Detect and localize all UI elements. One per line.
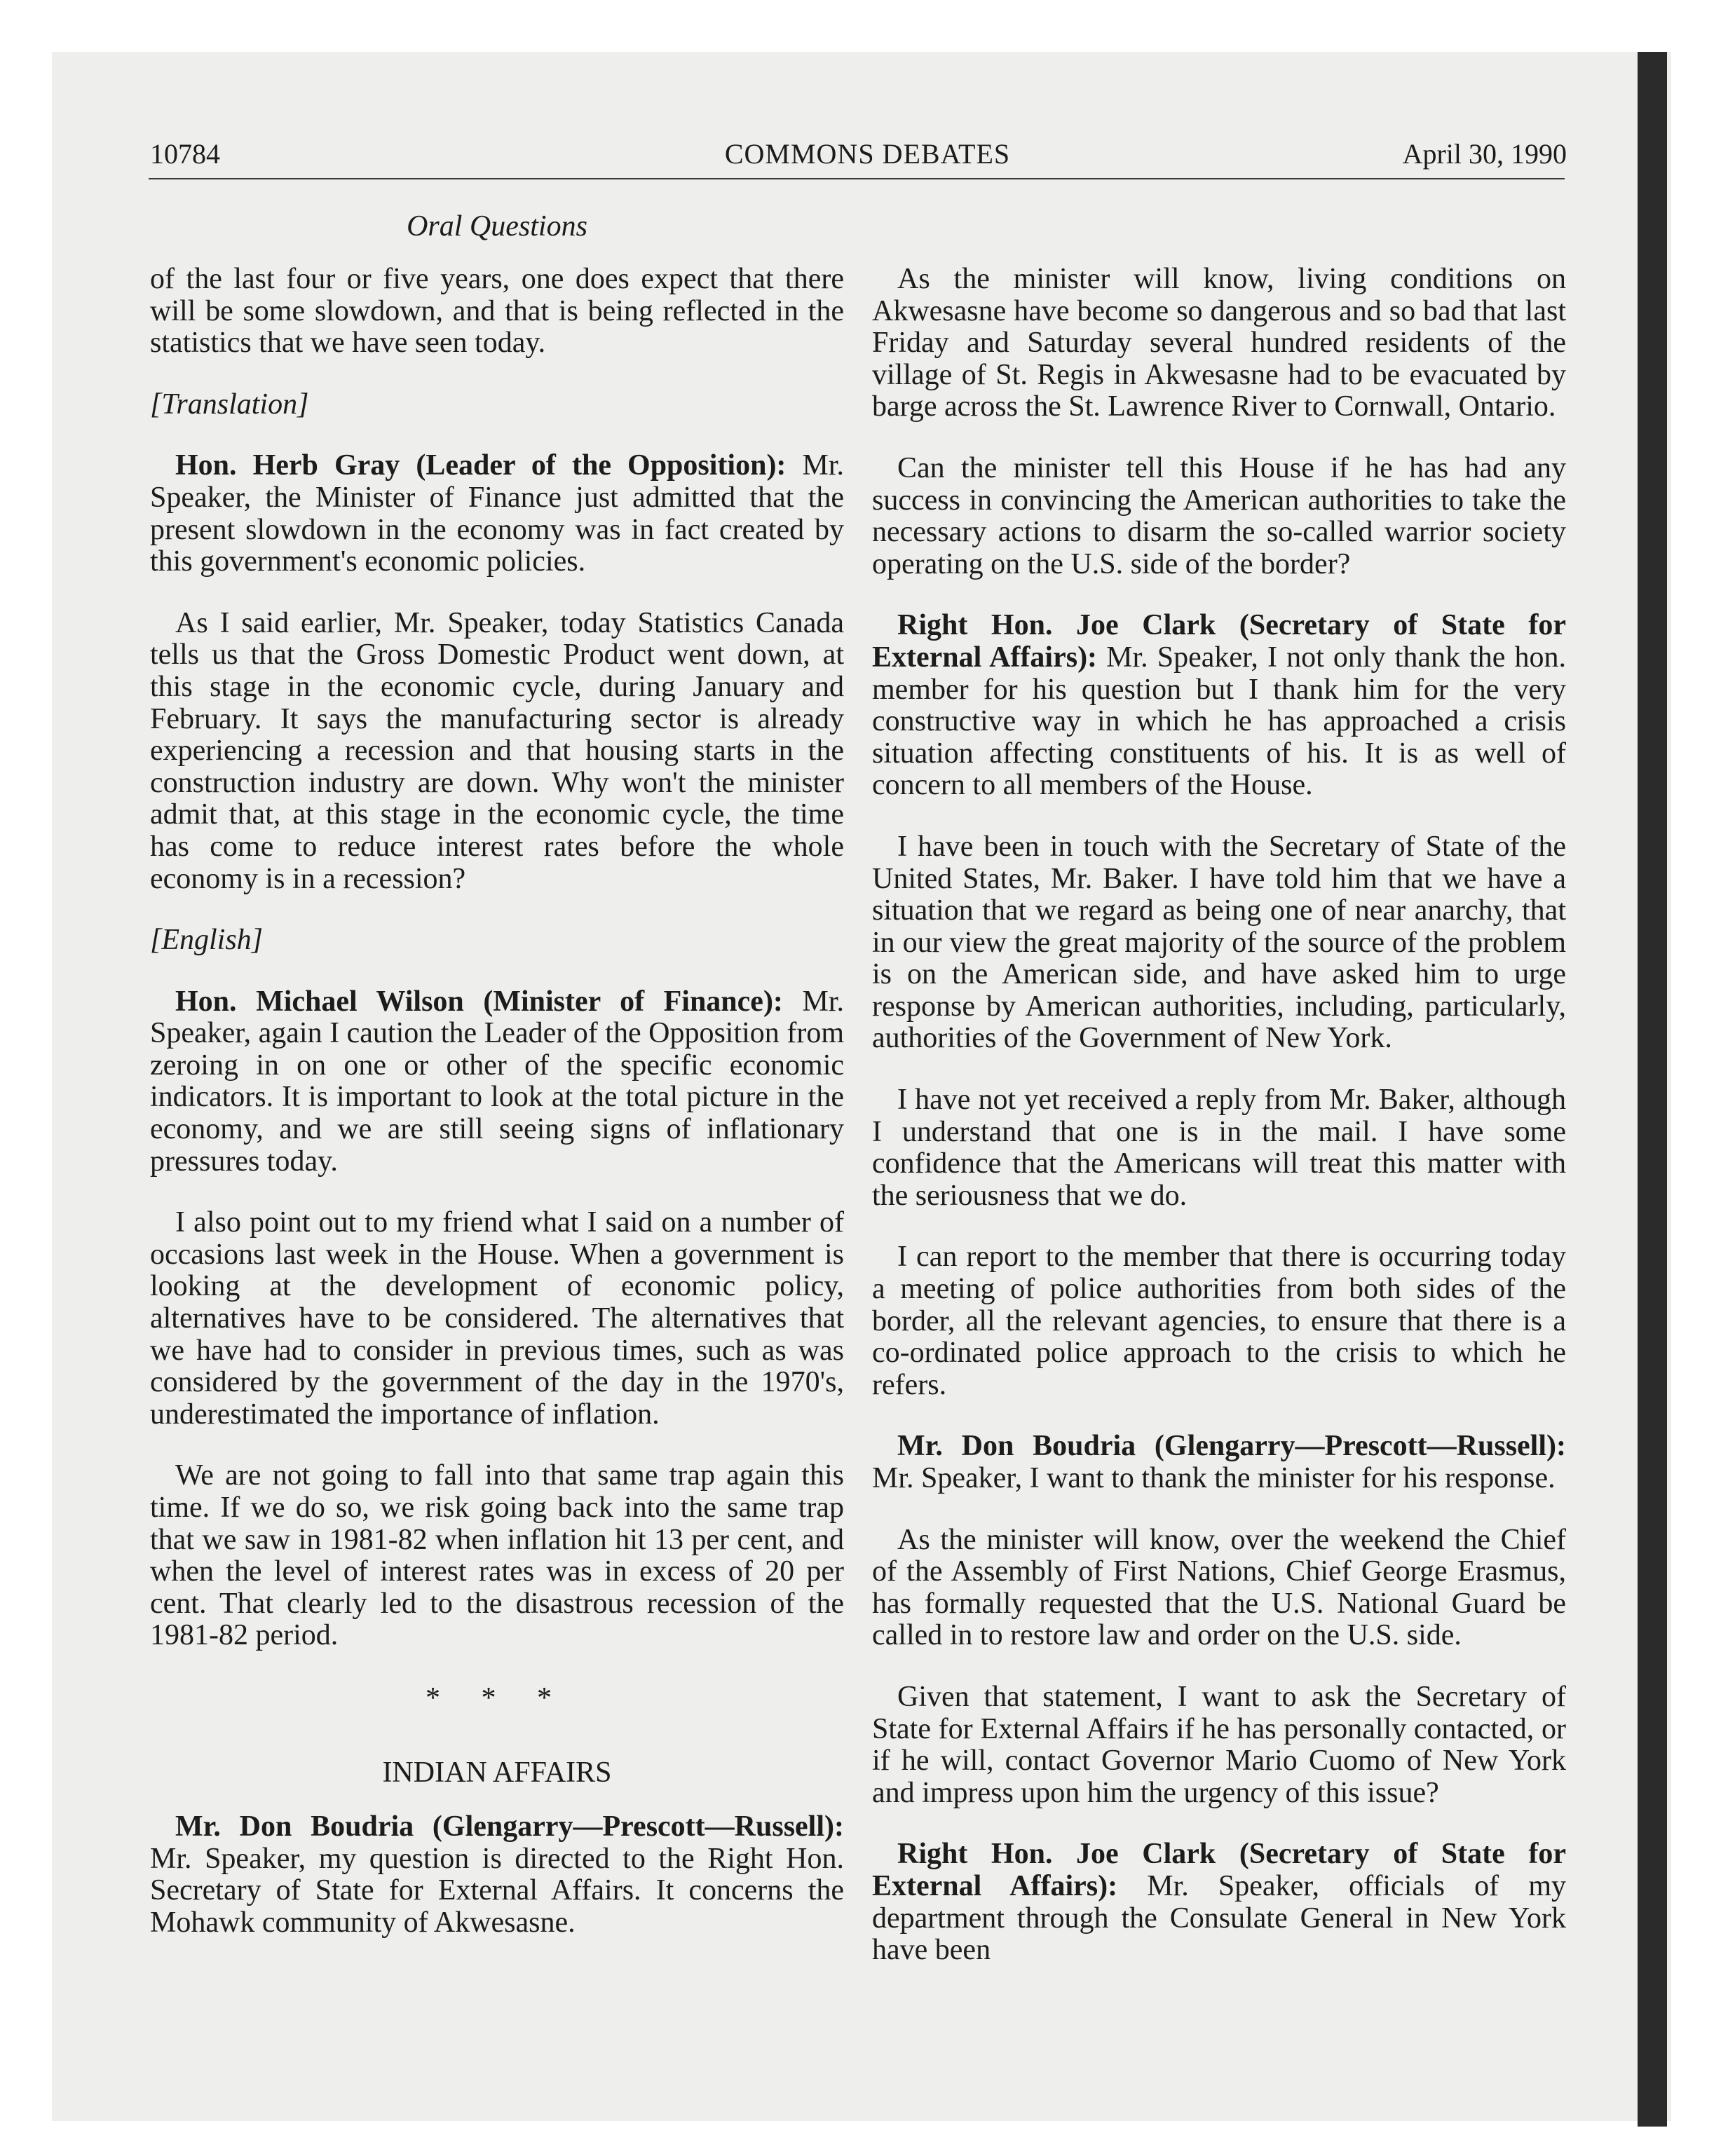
paragraph: Given that statement, I want to ask the Secretary of State for External Affairs if he has personally contacted, or if he will, contact Governor Mario Cuomo of New York and impress upon him the urgency of this issue?	[872, 1680, 1566, 1809]
language-marker: [English]	[150, 924, 264, 957]
speaker-name: Mr. Don Boudria (Glengarry—Prescott—Russell):	[897, 1430, 1566, 1463]
section-divider: * * *	[426, 1681, 569, 1714]
header-rule	[149, 178, 1565, 179]
speaker-name: Hon. Herb Gray (Leader of the Opposition):	[175, 449, 787, 482]
paragraph: I can report to the member that there is occurring today a meeting of police authorities from both sides of the border, all the relevant agencies, to ensure that there is a co-ordinated police approach to the crisis to which he refers.	[872, 1241, 1566, 1401]
binding-edge	[1638, 52, 1667, 2127]
paragraph: As I said earlier, Mr. Speaker, today Statistics Canada tells us that the Gross Domestic Product went down, at this stage in the economic cycle, during January and February. It says the manufacturing sector is already experiencing a recession and that housing starts in the construction industry are down. Why won't the minister admit that, at this stage in the economic cycle, the time has come to reduce interest rates before the whole economy is in a recession?	[150, 606, 844, 895]
paragraph: I have been in touch with the Secretary of State of the United States, Mr. Baker. I have told him that we have a situation that we regard as being one of near anarchy, that in our view the great majority of the source of the problem is on the American side, and have asked him to urge response by American authorities, including, particularly, authorities of the Government of New York.	[872, 830, 1566, 1055]
speech-text: Mr. Speaker, officials of my department through the Consulate General in New York have been	[872, 1869, 1566, 1967]
speaker-name: Hon. Michael Wilson (Minister of Finance):	[175, 985, 783, 1018]
paragraph: We are not going to fall into that same trap again this time. If we do so, we risk going back into the same trap that we saw in 1981-82 when inflation hit 13 per cent, and when the level of interest rates was in excess of 20 per cent. That clearly led to the disastrous recession of the 1981-82 period.	[150, 1459, 844, 1652]
subject-heading: INDIAN AFFAIRS	[382, 1756, 612, 1789]
left-column	[150, 264, 844, 1969]
speech-paragraph	[872, 1838, 1566, 1966]
page-number: 10784	[150, 138, 220, 170]
speech-text: Mr. Speaker, the Minister of Finance just admitted that the present slowdown in the economy was in fact created by this government's economic policies.	[150, 449, 845, 578]
paragraph: of the last four or five years, one does expect that there will be some slowdown, and that is being reflected in the statistics that we have seen today.	[150, 263, 844, 360]
speech-text: Mr. Speaker, my question is directed to the Right Hon. Secretary of State for External Affairs. It concerns the Mohawk community of Akwesasne.	[150, 1842, 844, 1939]
speech-paragraph	[150, 1811, 844, 1939]
speaker-name: Right Hon. Joe Clark (Secretary of State for External Affairs):	[872, 609, 1566, 674]
speech-paragraph	[150, 986, 844, 1178]
speech-paragraph	[150, 450, 844, 578]
right-column	[872, 264, 1566, 1996]
speaker-name: Mr. Don Boudria (Glengarry—Prescott—Russell):	[175, 1810, 844, 1843]
paragraph: As the minister will know, over the weekend the Chief of the Assembly of First Nations, Chief George Erasmus, has formally requested that the U.S. National Guard be called in to restore law and order on the U.S. side.	[872, 1523, 1566, 1652]
section-title: Oral Questions	[407, 210, 587, 243]
paragraph: As the minister will know, living conditions on Akwesasne have become so dangerous and so bad that last Friday and Saturday several hundred residents of the village of St. Regis in Akwesasne had to be evacuated by barge across the St. Lawrence River to Cornwall, Ontario.	[872, 263, 1566, 423]
paragraph: I have not yet received a reply from Mr. Baker, although I understand that one is in the mail. I have some confidence that the Americans will treat this matter with the seriousness that we do.	[872, 1084, 1566, 1212]
speech-text: Mr. Speaker, I want to thank the minister for his response.	[872, 1462, 1556, 1494]
paragraph: I also point out to my friend what I said on a number of occasions last week in the House. When a government is looking at the development of economic policy, alternatives have to be considered. The alternatives that we have had to consider in previous times, such as was considered by the government of the day in the 1970's, underestimated the importance of inflation.	[150, 1206, 844, 1431]
speech-text: Mr. Speaker, I not only thank the hon. member for his question but I thank him for the very constructive way in which he has approached a crisis situation affecting constituents of his. It is as well of concern to all members of the House.	[872, 641, 1566, 802]
publication-title: COMMONS DEBATES	[724, 138, 1011, 170]
speaker-name: Right Hon. Joe Clark (Secretary of State for External Affairs):	[872, 1838, 1566, 1902]
speech-paragraph	[872, 1431, 1566, 1494]
issue-date: April 30, 1990	[1402, 138, 1567, 170]
speech-text: Mr. Speaker, again I caution the Leader of the Opposition from zeroing in on one or other of the specific economic indicators. It is important to look at the total picture in the economy, and we are still seeing signs of inflationary pressures today.	[150, 985, 844, 1178]
speech-paragraph	[872, 610, 1566, 802]
paragraph: Can the minister tell this House if he has had any success in convincing the American authorities to take the necessary actions to disarm the so-called warrior society operating on the U.S. side of the border?	[872, 451, 1566, 580]
language-marker: [Translation]	[150, 388, 309, 421]
